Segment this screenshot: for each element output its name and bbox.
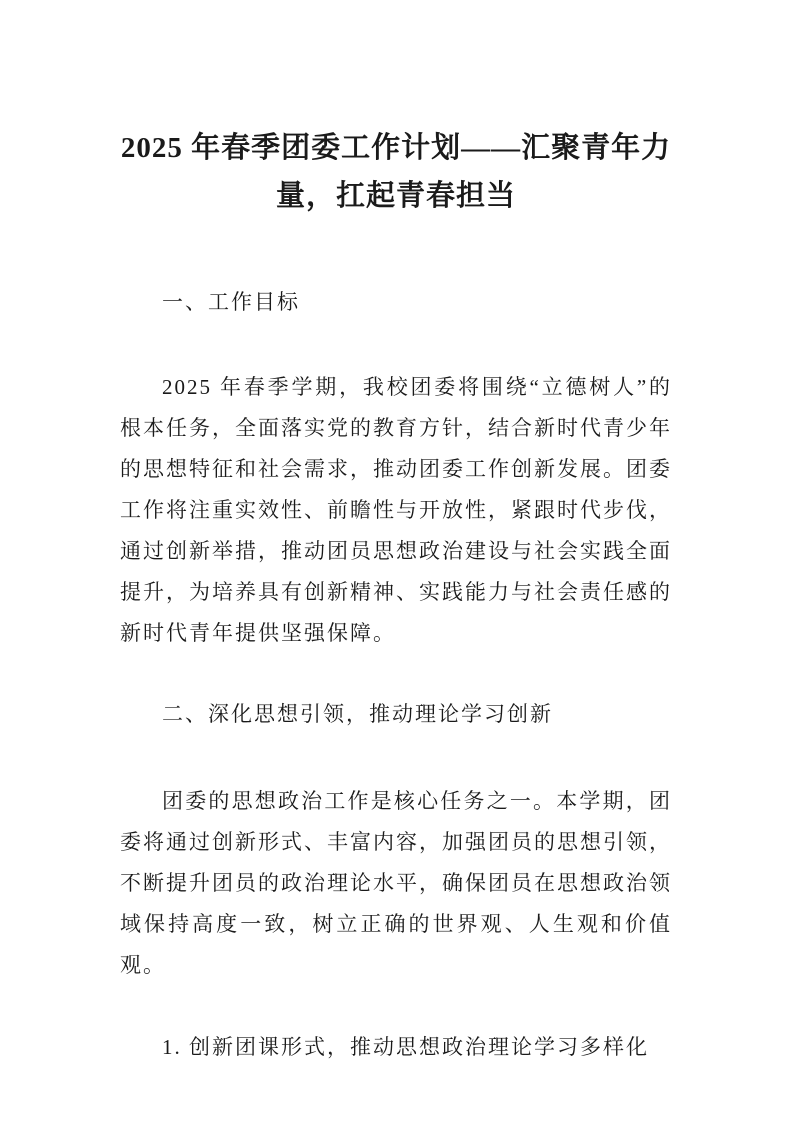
section-2-numbered-item-1: 1. 创新团课形式，推动思想政治理论学习多样化	[162, 1035, 649, 1059]
section-1-heading: 一、工作目标	[162, 290, 300, 314]
section-1-paragraph: 2025 年春季学期，我校团委将围绕“立德树人”的根本任务，全面落实党的教育方针，结合新时代青少年的思想特征和社会需求，推动团委工作创新发展。团委工作将注重实效性、前瞻性与开放性，紧跟时代步伐，通过创新举措，推动团员思想政治建设与社会实践全面提升，为培养具有创新精神、实践能力与社会责任感的新时代青年提供坚强保障。	[120, 375, 672, 645]
section-2-heading: 二、深化思想引领，推动理论学习创新	[162, 702, 553, 726]
document-title: 2025 年春季团委工作计划——汇聚青年力量，扛起青春担当	[120, 132, 672, 212]
section-2-paragraph: 团委的思想政治工作是核心任务之一。本学期，团委将通过创新形式、丰富内容，加强团员的思想引领，不断提升团员的政治理论水平，确保团员在思想政治领域保持高度一致，树立正确的世界观、人生观和价值观。	[120, 789, 672, 977]
